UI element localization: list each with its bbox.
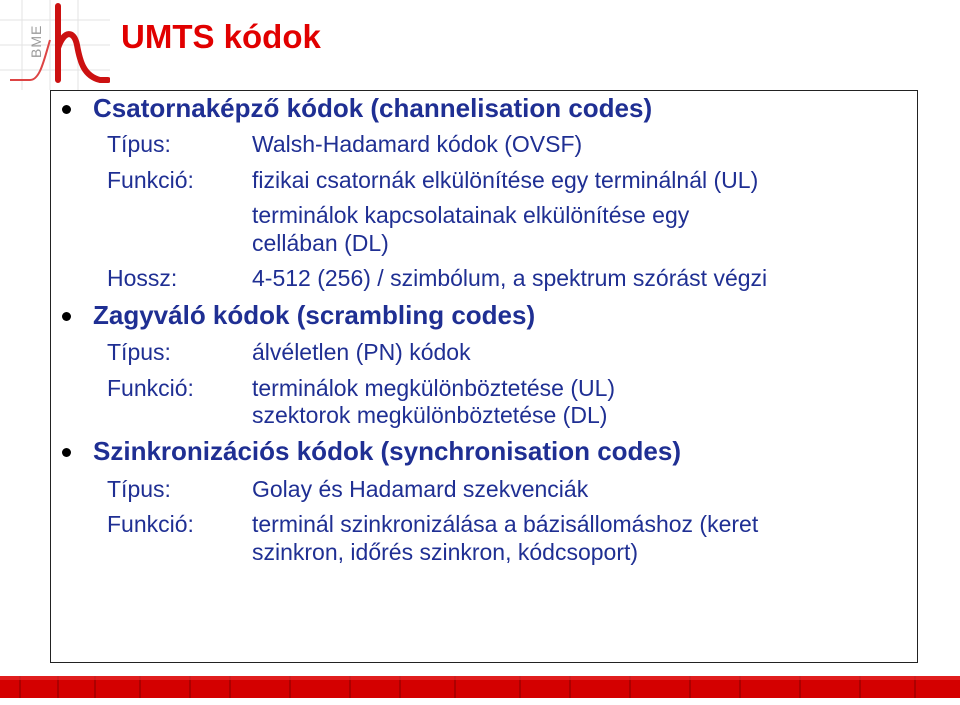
row-label: Funkció: bbox=[107, 167, 194, 193]
section-heading: Csatornaképző kódok (channelisation codes) bbox=[93, 93, 653, 123]
row-value: terminálok kapcsolatainak elkülönítése egy bbox=[252, 202, 690, 228]
bme-logo bbox=[0, 0, 110, 90]
section-heading: Szinkronizációs kódok (synchronisation codes) bbox=[93, 436, 682, 466]
row-label: Típus: bbox=[107, 131, 171, 157]
row-value: szektorok megkülönböztetése (DL) bbox=[252, 402, 608, 428]
row-value: Walsh-Hadamard kódok (OVSF) bbox=[252, 131, 583, 157]
row-label: Funkció: bbox=[107, 375, 194, 401]
row-value: Golay és Hadamard szekvenciák bbox=[252, 476, 589, 502]
row-value: álvéletlen (PN) kódok bbox=[252, 339, 471, 365]
row-label: Hossz: bbox=[107, 265, 178, 291]
bme-logo-icon bbox=[0, 0, 110, 90]
footer-bar bbox=[0, 676, 960, 698]
slide-title: UMTS kódok bbox=[121, 18, 321, 55]
row-value: fizikai csatornák elkülönítése egy terminálnál (UL) bbox=[252, 167, 759, 193]
bullet-icon bbox=[62, 448, 71, 457]
row-label: Típus: bbox=[107, 476, 171, 502]
content-box bbox=[50, 90, 918, 663]
row-label: Típus: bbox=[107, 339, 171, 365]
section-heading: Zagyváló kódok (scrambling codes) bbox=[93, 300, 536, 330]
row-value: cellában (DL) bbox=[252, 230, 389, 256]
row-value: 4-512 (256) / szimbólum, a spektrum szórást végzi bbox=[252, 265, 768, 291]
row-value: terminálok megkülönböztetése (UL) bbox=[252, 375, 616, 401]
bullet-icon bbox=[62, 105, 71, 114]
bullet-icon bbox=[62, 312, 71, 321]
row-label: Funkció: bbox=[107, 511, 194, 537]
row-value: terminál szinkronizálása a bázisállomáshoz (keret bbox=[252, 511, 759, 537]
logo-text: BME bbox=[28, 24, 44, 58]
row-value: szinkron, időrés szinkron, kódcsoport) bbox=[252, 539, 639, 565]
